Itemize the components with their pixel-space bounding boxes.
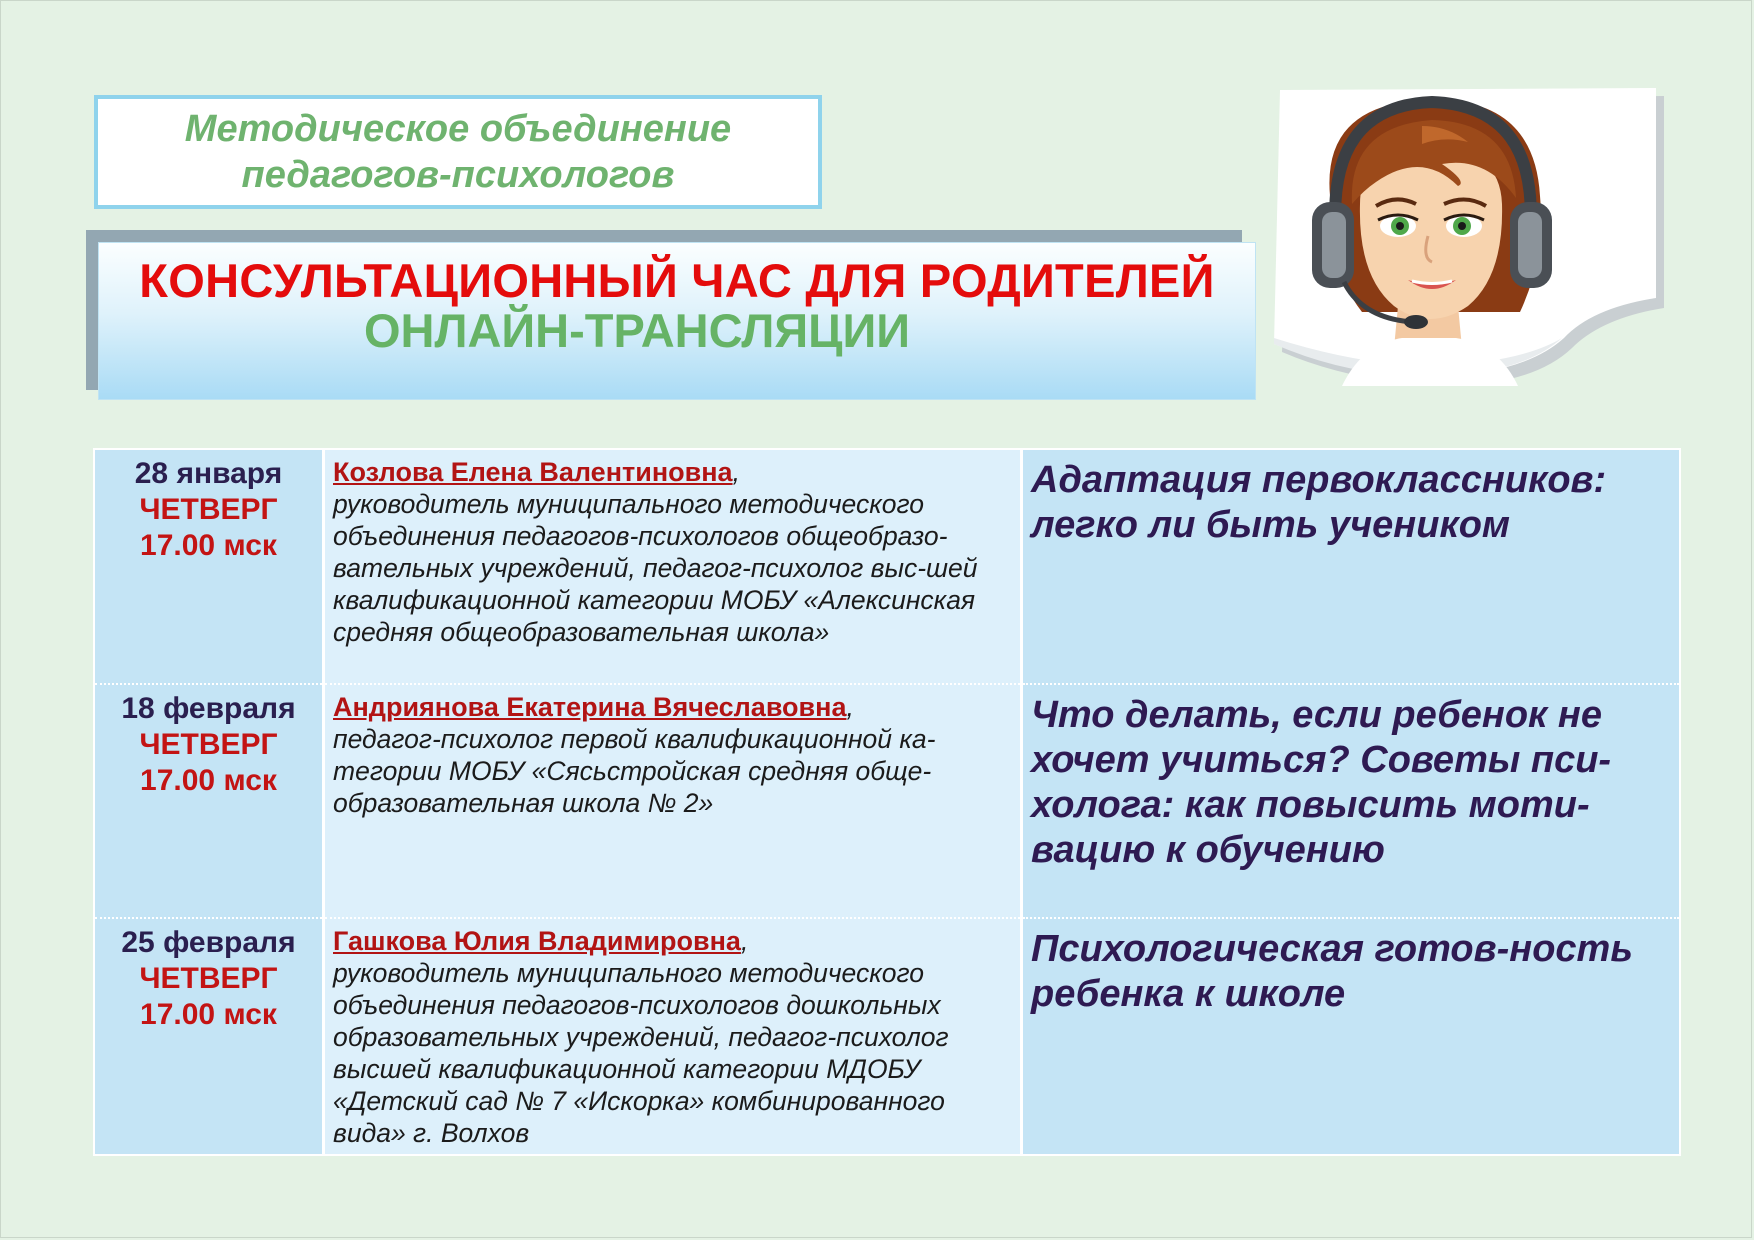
event-time: 17.00 мск bbox=[140, 529, 277, 562]
table-row bbox=[95, 918, 1679, 1154]
page-title: КОНСУЛЬТАЦИОННЫЙ ЧАС ДЛЯ РОДИТЕЛЕЙ bbox=[139, 254, 1215, 307]
topic-cell bbox=[1022, 450, 1680, 684]
topic-cell bbox=[1022, 684, 1680, 918]
topic-cell bbox=[1022, 918, 1680, 1154]
date-cell bbox=[95, 684, 324, 918]
event-date: 25 февраля bbox=[121, 926, 296, 959]
headset-operator-woman-icon bbox=[1272, 86, 1672, 416]
event-weekday: ЧЕТВЕРГ bbox=[139, 493, 278, 526]
speaker-cell: Гашкова Юлия Владимировна, руководитель муниципального методического объединения педагогов-психологов дошкольных образовательных учреждений, педагог-психолог высшей квалификационной категории МДОБУ «Детский сад № 7 «Искорка» комбинированного вида» г. Волхов bbox=[324, 918, 1022, 1154]
event-weekday: ЧЕТВЕРГ bbox=[139, 728, 278, 761]
speaker-details: руководитель муниципального методического объединения педагогов-психологов дошкольных образовательных учреждений, педагог-психолог высшей квалификационной категории МДОБУ «Детский сад № 7 «Искорка» комбинированного вида» г. Волхов bbox=[333, 958, 949, 1148]
speaker-name: Андриянова Екатерина Вячеславовна bbox=[333, 692, 847, 722]
speaker-cell: Козлова Елена Валентиновна, руководитель муниципального методического объединения педагогов-психологов общеобразо-вательных учреждений, педагог-психолог выс-шей квалификационной категории МОБУ «Алексинская средняя общеобразовательная школа» bbox=[324, 450, 1022, 684]
consultation-topic: Психологическая готов-ность ребенка к школе bbox=[1031, 928, 1633, 1015]
title-banner bbox=[98, 242, 1256, 400]
table-row bbox=[95, 450, 1679, 684]
speaker-details: руководитель муниципального методического объединения педагогов-психологов общеобразо-вательных учреждений, педагог-психолог выс-шей квалификационной категории МОБУ «Алексинская средняя общеобразовательная школа» bbox=[333, 489, 978, 647]
speaker-details: педагог-психолог первой квалификационной ка-тегории МОБУ «Сясьстройская средняя обще-образовательная школа № 2» bbox=[333, 724, 936, 818]
date-cell bbox=[95, 450, 324, 684]
event-date: 28 января bbox=[134, 457, 283, 490]
schedule-table bbox=[95, 450, 1679, 1154]
consultation-topic: Что делать, если ребенок не хочет учиться? Советы пси-холога: как повысить моти-вацию к обучению bbox=[1031, 694, 1612, 871]
organization-line-1: Методическое объединение bbox=[184, 108, 732, 150]
date-cell bbox=[95, 918, 324, 1154]
page-subtitle: ОНЛАЙН-ТРАНСЛЯЦИИ bbox=[363, 304, 911, 357]
event-time: 17.00 мск bbox=[140, 998, 277, 1031]
speaker-name: Гашкова Юлия Владимировна bbox=[333, 926, 741, 956]
table-row bbox=[95, 684, 1679, 918]
speaker-name: Козлова Елена Валентиновна bbox=[333, 457, 733, 487]
event-time: 17.00 мск bbox=[140, 764, 277, 797]
organization-line-2: педагогов-психологов bbox=[241, 154, 675, 196]
speaker-cell: Андриянова Екатерина Вячеславовна, педагог-психолог первой квалификационной ка-тегории МОБУ «Сясьстройская средняя обще-образовательная школа № 2» bbox=[324, 684, 1022, 918]
event-date: 18 февраля bbox=[121, 692, 296, 725]
event-weekday: ЧЕТВЕРГ bbox=[139, 962, 278, 995]
organization-box bbox=[94, 95, 822, 209]
consultation-topic: Адаптация первоклассников: легко ли быть учеником bbox=[1031, 459, 1607, 546]
